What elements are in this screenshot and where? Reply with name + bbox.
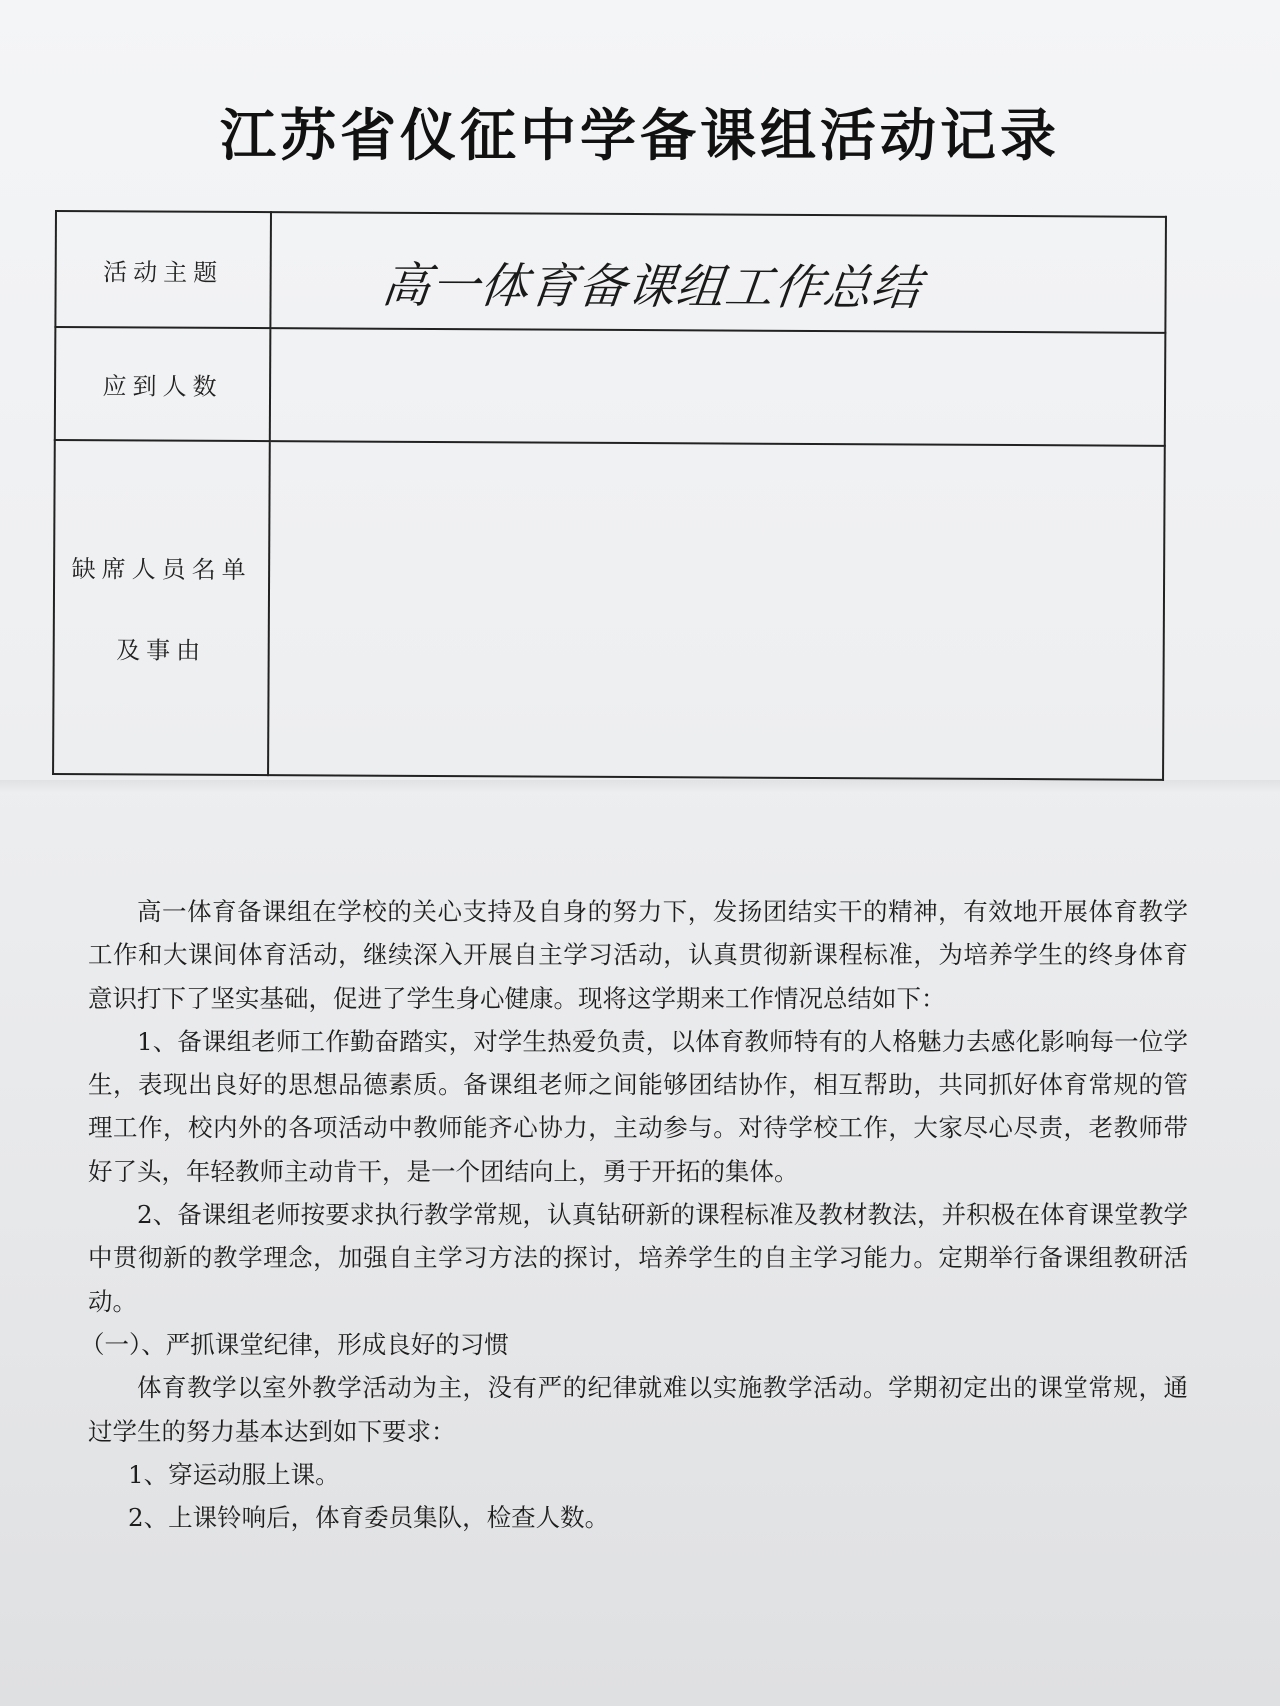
table-row-absent <box>53 440 1165 780</box>
absent-label-line1: 缺席人员名单 <box>71 555 252 585</box>
table-row-attendance <box>55 327 1166 446</box>
list-item-2: 2、上课铃响后，体育委员集队，检查人数。 <box>128 1503 610 1533</box>
summary-body <box>80 890 1188 1539</box>
document-title: 江苏省仪征中学备课组活动记录 <box>220 103 1060 169</box>
label-spacer <box>55 584 268 631</box>
theme-value-handwritten: 高一体育备课组工作总结 <box>378 257 925 317</box>
absent-label-line2: 及事由 <box>116 636 207 665</box>
paragraph-intro: 高一体育备课组在学校的关心支持及自身的努力下，发扬团结实干的精神，有效地开展体育教学工作和大课间体育活动，继续深入开展自主学习活动，认真贯彻新课程标准，为培养学生的终身体育意识打下了坚实基础，促进了学生身心健康。现将这学期来工作情况总结如下： <box>88 897 1188 1013</box>
table-row-theme <box>55 211 1166 333</box>
section-heading-1: （一）、严抓课堂纪律，形成良好的习惯 <box>80 1329 509 1359</box>
attendance-value-cell <box>270 328 1166 446</box>
absent-value-cell <box>268 441 1165 780</box>
paragraph-section-1: 体育教学以室外教学活动为主，没有严的纪律就难以实施教学活动。学期初定出的课堂常规，通过学生的努力基本达到如下要求： <box>88 1373 1188 1446</box>
paper-fold-shadow <box>0 780 1280 792</box>
list-item-1: 1、穿运动服上课。 <box>128 1459 340 1489</box>
paragraph-point-1: 1、备课组老师工作勤奋踏实，对学生热爱负责，以体育教师特有的人格魅力去感化影响每一位学生，表现出良好的思想品德素质。备课组老师之间能够团结协作，相互帮助，共同抓好体育常规的管理工作，校内外的各项活动中教师能齐心协力，主动参与。对待学校工作，大家尽心尽责，老教师带好了头，年轻教师主动肯干，是一个团结向上，勇于开拓的集体。 <box>88 1026 1188 1186</box>
attendance-label: 应到人数 <box>55 327 271 441</box>
theme-value-cell <box>270 212 1166 333</box>
paragraph-point-2: 2、备课组老师按要求执行教学常规，认真钻研新的课程标准及教材教法，并积极在体育课堂教学中贯彻新的教学理念，加强自主学习方法的探讨，培养学生的自主学习能力。定期举行备课组教研活动。 <box>88 1200 1188 1316</box>
record-table <box>52 210 1167 781</box>
theme-label: 活动主题 <box>55 211 271 328</box>
absent-label <box>53 440 270 775</box>
